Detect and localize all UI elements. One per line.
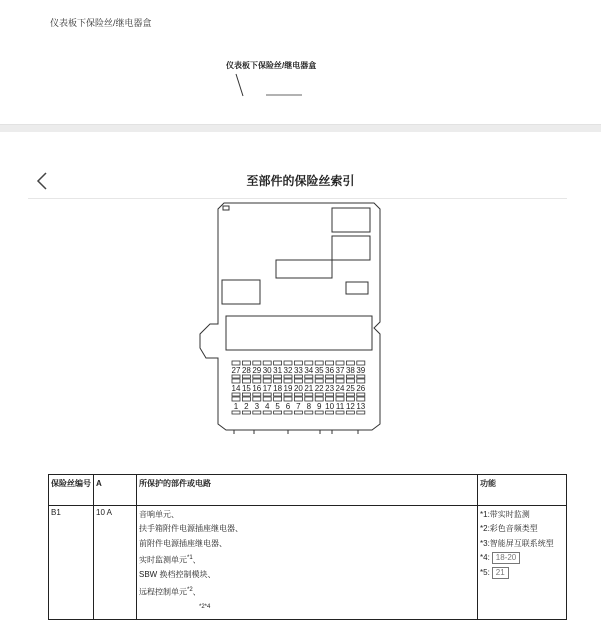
fuse-slot [253, 393, 261, 396]
fuse-number-label: 31 [273, 366, 283, 375]
fuse-slot [357, 361, 365, 365]
fuse-slot [305, 379, 313, 383]
fuse-number-label: 10 [325, 402, 335, 411]
fuse-index-panel [0, 132, 601, 610]
fuse-slot [336, 375, 344, 378]
fuse-number-label: 37 [335, 366, 345, 375]
fuse-number-label: 22 [314, 384, 324, 393]
fuse-number-label: 2 [244, 402, 249, 411]
fuse-slot [315, 411, 323, 414]
fuse-number-label: 33 [293, 366, 303, 375]
fuse-slot [305, 361, 313, 365]
section-title: 仪表板下保险丝/继电器盒 [50, 18, 152, 28]
diagram-label: 仪表板下保险丝/继电器盒 [226, 61, 317, 70]
components-cell [137, 506, 478, 620]
fuse-number-label: 34 [304, 366, 314, 375]
fuse-number-label: 36 [325, 366, 335, 375]
fuse-slot [305, 411, 313, 414]
fuse-slot [357, 397, 365, 401]
mount-tab [288, 430, 320, 434]
fuse-slot [346, 361, 354, 365]
fuse-slot [346, 379, 354, 383]
fuse-slot [336, 379, 344, 383]
fuse-number-label: 35 [314, 366, 324, 375]
fuse-number-label: 9 [316, 402, 322, 411]
fuse-number-label: 7 [296, 402, 301, 411]
mount-tab [332, 430, 358, 434]
fuse-slot [274, 397, 282, 401]
fuse-slot [294, 361, 302, 365]
fuse-slot [326, 411, 334, 414]
fuse-number-label: 15 [241, 384, 251, 393]
fuse-number-label: 1 [233, 402, 239, 411]
fuse-slot [242, 379, 250, 383]
fuse-number-label: 13 [356, 402, 366, 411]
fuse-slot [284, 397, 292, 401]
component-item: 前附件电源插座继电器、 [139, 538, 227, 548]
fuse-slot [263, 375, 271, 378]
location-code-link[interactable]: 18-20 [492, 552, 520, 564]
fuse-slot [357, 411, 365, 414]
fuse-number-label: 20 [293, 384, 303, 393]
top-panel [0, 0, 601, 124]
notch [223, 206, 229, 210]
function-item: *2:彩色音频类型 [480, 524, 538, 534]
fuse-number-label: 28 [241, 366, 251, 375]
fuse-slot [284, 393, 292, 396]
table-row [49, 506, 567, 620]
fuse-slot [357, 379, 365, 383]
fuse-number-label: 27 [231, 366, 241, 375]
fuse-slot [294, 393, 302, 396]
fuse-slot [274, 393, 282, 396]
fuse-slot [263, 411, 271, 414]
fuse-slot [253, 361, 261, 365]
fuse-box-diagram [196, 198, 392, 434]
location-code-link[interactable]: 21 [492, 567, 509, 579]
fuse-number-label: 21 [304, 384, 314, 393]
fuse-number-label: 26 [356, 384, 366, 393]
fuse-number-label: 14 [231, 384, 241, 393]
fuse-slot [232, 397, 240, 401]
fuse-slot [263, 397, 271, 401]
fuse-slot [274, 375, 282, 378]
fuse-slot [357, 375, 365, 378]
relay-slot [332, 236, 370, 260]
fuse-slot [326, 379, 334, 383]
fuse-slot [294, 411, 302, 414]
fuse-slot [232, 411, 240, 414]
fuse-slot [232, 393, 240, 396]
col-amp: A [94, 475, 137, 506]
fuse-number-label: 23 [325, 384, 335, 393]
fuse-slot [346, 393, 354, 396]
fuse-slot [232, 375, 240, 378]
fuse-slot [336, 393, 344, 396]
fuse-slot [274, 411, 282, 414]
fuse-slot [284, 361, 292, 365]
fuse-slot [242, 411, 250, 414]
connector-block [226, 316, 372, 350]
fuse-slot [315, 397, 323, 401]
fuse-number-label: 8 [306, 402, 312, 411]
fuse-slot [315, 379, 323, 383]
fuse-slot [336, 411, 344, 414]
fuse-slot [357, 393, 365, 396]
fuse-number-label: 24 [335, 384, 345, 393]
fuse-slot [263, 393, 271, 396]
fuse-slot [315, 361, 323, 365]
fuse-number-label: 5 [275, 402, 280, 411]
fuse-number-label: 18 [273, 384, 283, 393]
fuse-grid [232, 361, 366, 414]
relay-slot [346, 282, 368, 294]
component-item: *2*4 [199, 603, 211, 610]
fuse-slot [284, 375, 292, 378]
function-item: *3:智能屏互联系统型 [480, 538, 554, 548]
fuse-slot [305, 393, 313, 396]
fuse-number-label: 6 [285, 402, 291, 411]
function-cell [478, 506, 567, 620]
component-item: SBW 换档控制模块、 [139, 570, 216, 580]
amp-cell: 10 A [94, 506, 137, 620]
fuse-slot [232, 379, 240, 383]
fuse-slot [274, 361, 282, 365]
col-components: 所保护的部件或电路 [137, 475, 478, 506]
fuse-slot [346, 397, 354, 401]
fuse-slot [253, 411, 261, 414]
fuse-slot [284, 411, 292, 414]
mount-tab [234, 430, 254, 434]
page-title: 至部件的保险丝索引 [246, 174, 355, 188]
fuse-slot [284, 379, 292, 383]
col-fuse-no: 保险丝编号 [49, 475, 94, 506]
fuse-number-label: 30 [262, 366, 272, 375]
fuse-slot [326, 375, 334, 378]
component-item: 音响单元、 [139, 510, 179, 519]
fuse-slot [242, 361, 250, 365]
fuse-slot [294, 397, 302, 401]
fuse-slot [346, 375, 354, 378]
fuse-slot [242, 393, 250, 396]
fuse-number-label: 25 [345, 384, 355, 393]
function-item: *4: 18-20 [480, 551, 564, 565]
fuse-slot [263, 361, 271, 365]
fuse-number-label: 32 [283, 366, 293, 375]
fuse-slot [253, 397, 261, 401]
diagram-leader-lines [0, 0, 601, 124]
fuse-slot [305, 375, 313, 378]
fuse-slot [232, 361, 240, 365]
fuse-number-label: 11 [335, 402, 345, 411]
function-item: *1:带实时监测 [480, 510, 530, 519]
fuse-slot [242, 397, 250, 401]
fuse-slot [242, 375, 250, 378]
fuse-number-label: 39 [356, 366, 366, 375]
fuse-slot [294, 379, 302, 383]
function-item: *5: 21 [480, 566, 564, 580]
fuse-slot [253, 375, 261, 378]
fuse-number-label: 3 [254, 402, 260, 411]
fuse-slot [326, 397, 334, 401]
relay-slot [332, 208, 370, 232]
col-function: 功能 [478, 475, 567, 506]
fuse-slot [294, 375, 302, 378]
fuse-number-label: 12 [345, 402, 355, 411]
fuse-number-label: 19 [283, 384, 293, 393]
fuse-slot [346, 411, 354, 414]
component-item: 远程控制单元$^{*2}$、 [139, 586, 201, 597]
fuse-slot [263, 379, 271, 383]
fuse-no-cell: B1 [49, 506, 94, 620]
fuse-slot [336, 397, 344, 401]
fuse-slot [326, 361, 334, 365]
fuse-slot [315, 375, 323, 378]
fuse-number-label: 4 [264, 402, 270, 411]
fuse-slot [305, 397, 313, 401]
fuse-table [48, 474, 567, 620]
relay-slot [222, 280, 260, 304]
relay-slot [276, 260, 332, 278]
fuse-slot [336, 361, 344, 365]
table-header-row [49, 475, 567, 506]
leader-line [236, 74, 243, 96]
fuse-number-label: 38 [345, 366, 355, 375]
fuse-number-label: 17 [262, 384, 272, 393]
fuse-slot [315, 393, 323, 396]
fuse-number-label: 16 [252, 384, 262, 393]
component-item: 扶手箱附件电源插座继电器、 [139, 524, 243, 534]
fuse-number-label: 29 [252, 366, 262, 375]
fuse-slot [326, 393, 334, 396]
fuse-slot [253, 379, 261, 383]
fuse-slot [274, 379, 282, 383]
component-item: 实时监测单元$^{*1}$、 [139, 555, 201, 565]
